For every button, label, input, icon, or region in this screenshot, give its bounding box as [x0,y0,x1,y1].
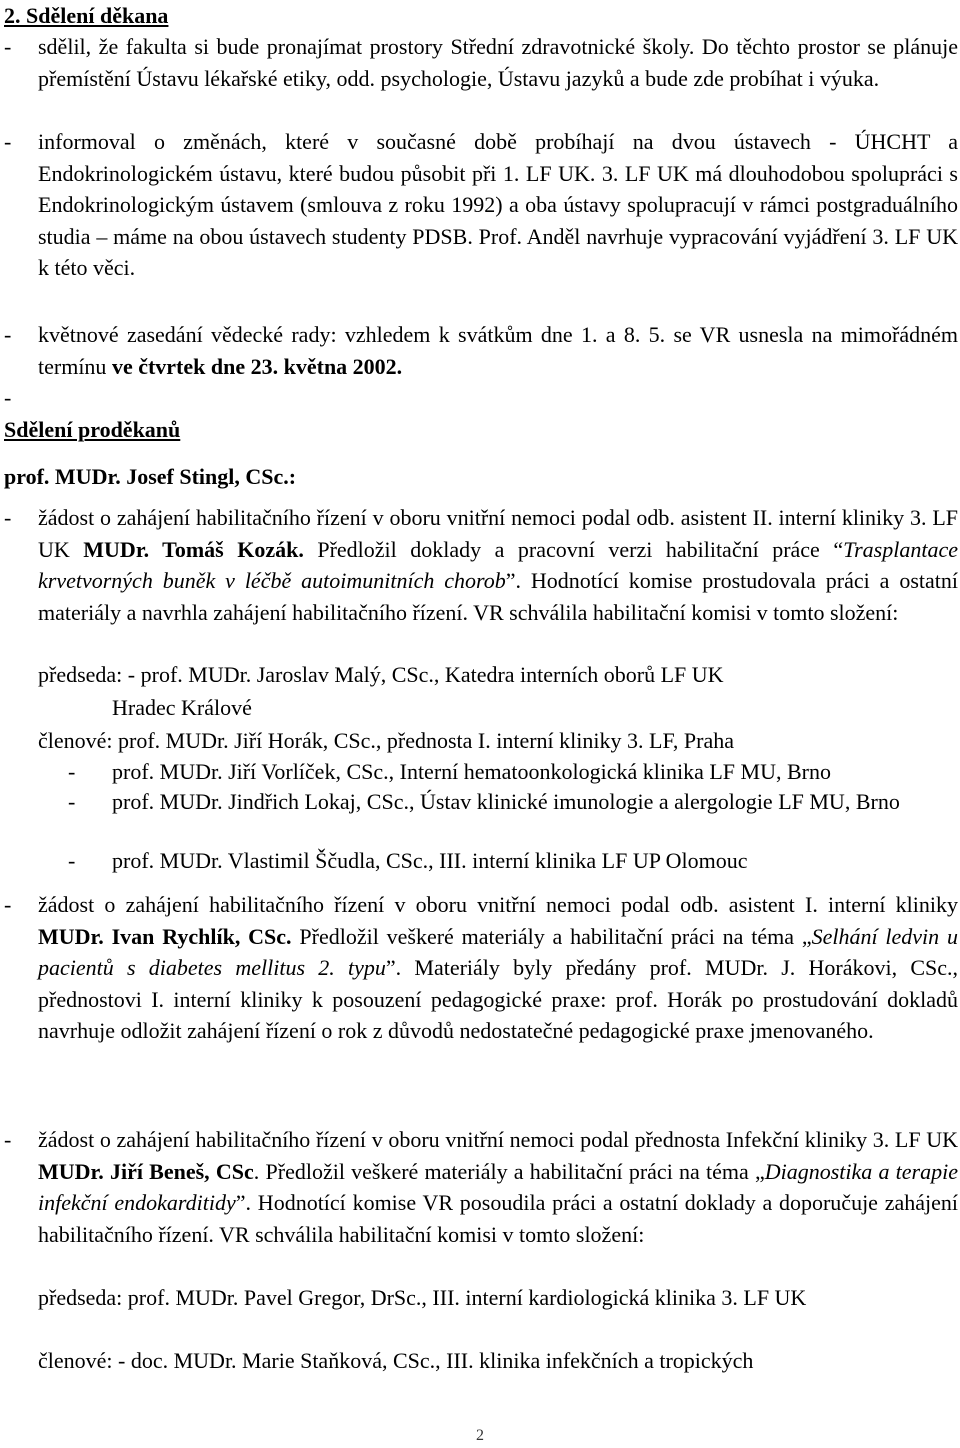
committee-member: prof. MUDr. Jiří Vorlíček, CSc., Interní hematoonkologická klinika LF MU, Brno [112,759,831,784]
bullet-dash: - [68,759,76,784]
page-number: 2 [476,1427,484,1444]
bullet-dash: - [68,789,76,814]
habilitation-request-3: žádost o zahájení habilitačního řízení v oboru vnitřní nemoci podal přednosta Infekční kliniky 3. LF UK MUDr. Jiří Beneš, CSc. Předložil veškeré materiály a habilitační práci na téma „Diagnostika a terapie infekční endokarditidy”. Hodnotící komise VR posoudila práci a ostatní doklady a doporučuje zahájení habilitačního řízení. VR schválila habilitační komisi v tomto složení: [38,1127,958,1247]
committee-members-label-3: členové: - doc. MUDr. Marie Staňková, CSc., III. klinika infekčních a tropických [38,1348,754,1373]
bullet-dash: - [68,848,76,873]
habilitation-request-1: žádost o zahájení habilitačního řízení v oboru vnitřní nemoci podal odb. asistent II. interní kliniky 3. LF UK MUDr. Tomáš Kozák. Předložil doklady a pracovní verzi habilitační práce “Trasplantace krvetvorných buněk v léčbě autoimunitních chorob”. Hodnotící komise prostudovala práci a ostatní materiály a navrhla zahájení habilitačního řízení. VR schválila habilitační komisi v tomto složení: [38,505,958,625]
bullet-dash: - [4,322,12,347]
committee-chair-3: předseda: prof. MUDr. Pavel Gregor, DrSc., III. interní kardiologická klinika 3. LF UK [38,1285,807,1310]
bullet-dash: - [4,1127,12,1152]
section-heading-vice-deans: Sdělení proděkanů [4,417,181,442]
bullet-dash: - [4,34,12,59]
bullet-dash: - [4,129,12,154]
committee-member: prof. MUDr. Vlastimil Ščudla, CSc., III. interní klinika LF UP Olomouc [112,848,748,873]
committee-member: prof. MUDr. Jindřich Lokaj, CSc., Ústav klinické imunologie a alergologie LF MU, Brno [112,789,900,814]
committee-chair-1-cont: Hradec Králové [112,695,252,720]
dean-item-2: informoval o změnách, které v současné době probíhají na dvou ústavech - ÚHCHT a Endokrinologickém ústavu, které budou působit při 1. LF UK. 3. LF UK má dlouhodobou spolupráci s Endokrinologickým ústavem (smlouva z roku 1992) a oba ústavy spolupracují v rámci postgraduálního studia – máme na obou ústavech studenty PDSB. Prof. Anděl navrhuje vypracování vyjádření 3. LF UK k této věci. [38,129,958,280]
dean-item-3: květnové zasedání vědecké rady: vzhledem k svátkům dne 1. a 8. 5. se VR usnesla na mimořádném termínu ve čtvrtek dne 23. května 2002. [38,322,958,379]
committee-members-label-1: členové: prof. MUDr. Jiří Horák, CSc., přednosta I. interní kliniky 3. LF, Praha [38,728,735,753]
dean-item-1: sdělil, že fakulta si bude pronajímat prostory Střední zdravotnické školy. Do těchto prostor se plánuje přemístění Ústavu lékařské etiky, odd. psychologie, Ústavu jazyků a bude zde probíhat i výuka. [38,34,958,91]
bullet-dash: - [4,505,12,530]
section-heading-dean: 2. Sdělení děkana [4,3,169,28]
vice-dean-name: prof. MUDr. Josef Stingl, CSc.: [4,464,297,489]
bullet-dash: - [4,892,12,917]
committee-chair-1: předseda: - prof. MUDr. Jaroslav Malý, CSc., Katedra interních oborů LF UK [38,662,724,687]
bullet-dash: - [4,385,12,410]
habilitation-request-2: žádost o zahájení habilitačního řízení v oboru vnitřní nemoci podal odb. asistent I. interní kliniky MUDr. Ivan Rychlík, CSc. Předložil veškeré materiály a habilitační práci na téma „Selhání ledvin u pacientů s diabetes mellitus 2. typu”. Materiály byly předány prof. MUDr. J. Horákovi, CSc., přednostovi I. interní kliniky k posouzení pedagogické praxe: prof. Horák po prostudování dokladů navrhuje odložit zahájení řízení o rok z důvodů nedostatečné pedagogické praxe jmenovaného. [38,892,959,1043]
